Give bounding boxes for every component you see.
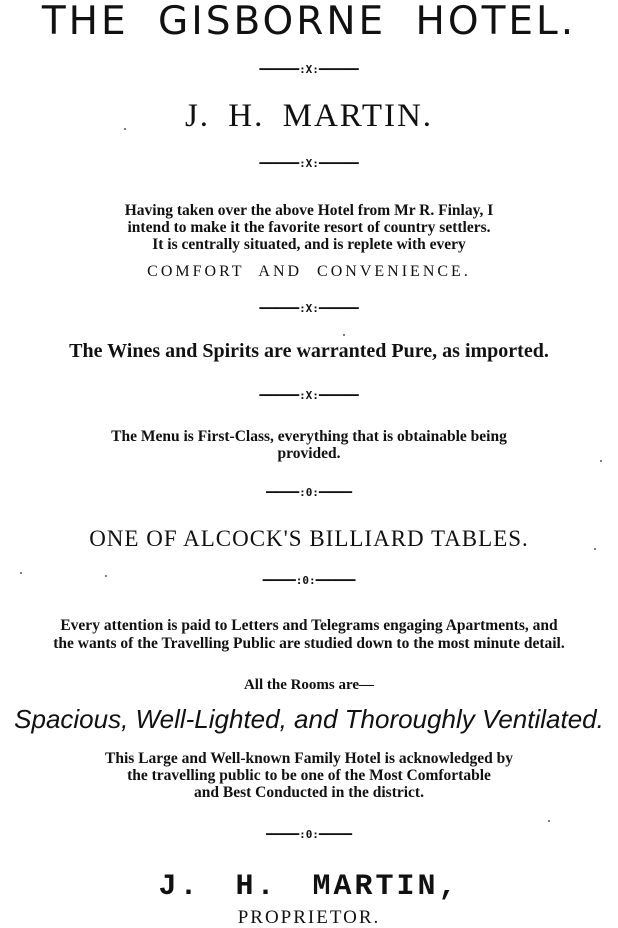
hotel-name-heading: THE GISBORNE HOTEL. xyxy=(41,0,577,44)
print-speck xyxy=(343,334,345,336)
divider-4: ━━━━━━:X:━━━━━━ xyxy=(259,389,359,402)
attention-line-2: the wants of the Travelling Public are studied down to the most minute detail. xyxy=(53,635,565,652)
divider-5: ━━━━━:0:━━━━━ xyxy=(265,486,353,499)
print-speck xyxy=(600,460,602,462)
intro-line-2: intend to make it the favorite resort of country settlers. xyxy=(127,219,491,236)
divider-7: ━━━━━:0:━━━━━ xyxy=(265,828,353,841)
divider-3: ━━━━━━:X:━━━━━━ xyxy=(259,302,359,315)
wines-line: The Wines and Spirits are warranted Pure, as imported. xyxy=(69,340,549,362)
proprietor-title: PROPRIETOR. xyxy=(237,907,381,928)
divider-2: ━━━━━━:X:━━━━━━ xyxy=(259,157,359,170)
owner-name: J. H. MARTIN. xyxy=(184,98,434,134)
divider-1: ━━━━━━:X:━━━━━━ xyxy=(259,63,359,76)
intro-line-3: It is centrally situated, and is replete with every xyxy=(152,236,466,253)
print-speck xyxy=(105,575,107,577)
attention-line-1: Every attention is paid to Letters and Telegrams engaging Apartments, and xyxy=(60,617,558,634)
intro-line-1: Having taken over the above Hotel from Mr R. Finlay, I xyxy=(124,202,494,219)
billiard-tables-line: ONE OF ALCOCK'S BILLIARD TABLES. xyxy=(89,526,529,551)
family-hotel-line-2: the travelling public to be one of the Most Comfortable xyxy=(127,767,491,784)
menu-line-1: The Menu is First-Class, everything that is obtainable being xyxy=(111,428,507,445)
family-hotel-line-3: and Best Conducted in the district. xyxy=(194,784,424,801)
print-speck xyxy=(20,572,22,574)
rooms-description-line: Spacious, Well-Lighted, and Thoroughly Ventilated. xyxy=(14,704,604,734)
proprietor-name: J. H. MARTIN, xyxy=(158,870,460,904)
print-speck xyxy=(548,820,550,822)
print-speck xyxy=(594,548,596,550)
comfort-convenience-line: COMFORT AND CONVENIENCE. xyxy=(147,263,471,280)
rooms-intro-line: All the Rooms are— xyxy=(243,677,375,693)
divider-6: ━━━━━:0:━━━━━━ xyxy=(262,574,356,587)
print-speck xyxy=(124,128,126,130)
family-hotel-line-1: This Large and Well-known Family Hotel is acknowledged by xyxy=(105,750,513,767)
menu-line-2: provided. xyxy=(277,445,341,462)
